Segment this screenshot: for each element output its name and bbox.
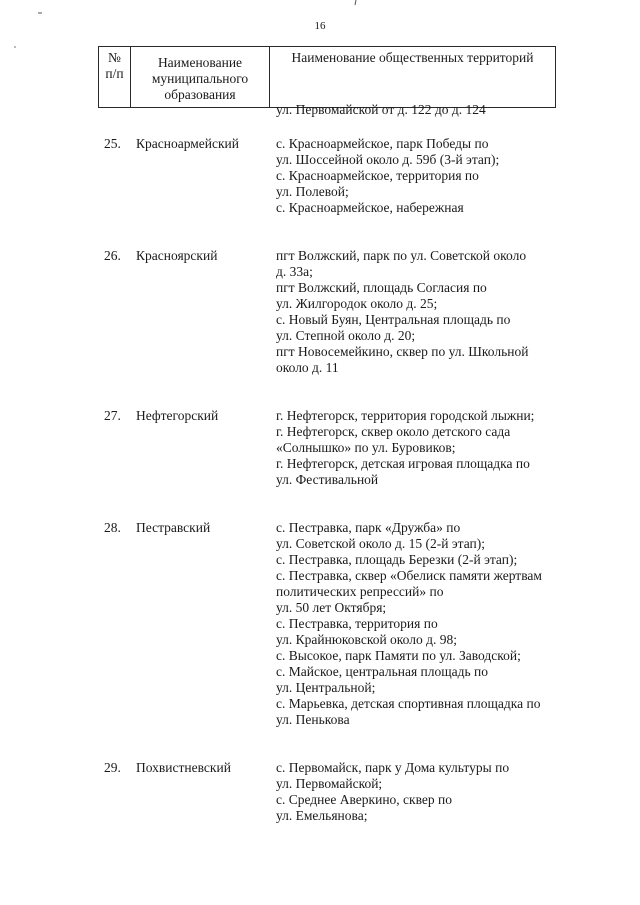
territory-line: ул. Пенькова [276, 712, 350, 727]
table-row [0, 760, 640, 824]
row-municipality: Красноярский [136, 248, 218, 263]
territory-line: ул. Емельянова; [276, 808, 368, 823]
territory-list [0, 136, 640, 856]
row-municipality: Красноармейский [136, 136, 240, 151]
header-territories-column [270, 47, 555, 107]
territory-line: ул. Степной около д. 20; [276, 328, 416, 343]
row-territories [276, 408, 566, 488]
territory-line: г. Нефтегорск, детская игровая площадка по [276, 456, 530, 471]
territory-line: с. Среднее Аверкино, сквер по [276, 792, 452, 807]
table-row [0, 248, 640, 376]
territory-line: ул. 50 лет Октября; [276, 600, 387, 615]
header-text-line: образования [164, 87, 236, 102]
row-territories [276, 248, 566, 376]
territory-line: ул. Советской около д. 15 (2-й этап); [276, 536, 485, 551]
territory-line: ул. Фестивальной [276, 472, 379, 487]
header-text-line: Наименование общественных территорий [291, 50, 534, 65]
territory-line: «Солнышко» по ул. Буровиков; [276, 440, 456, 455]
page-number: 16 [314, 20, 326, 32]
territory-line: с. Пестравка, территория по [276, 616, 438, 631]
row-number: 26. [104, 248, 121, 263]
territory-line: пгт Волжский, площадь Согласия по [276, 280, 487, 295]
territory-line: с. Марьевка, детская спортивная площадка по [276, 696, 541, 711]
territory-line: с. Первомайск, парк у Дома культуры по [276, 760, 510, 775]
header-municipality-column [131, 47, 270, 107]
header-number-column [99, 47, 131, 107]
header-text-line: Наименование [157, 55, 243, 70]
territory-line: г. Нефтегорск, сквер около детского сада [276, 424, 511, 439]
row-territories [276, 520, 566, 728]
table-header [98, 46, 556, 108]
row-territories [276, 136, 566, 216]
row-municipality: Пестравский [136, 520, 211, 535]
territory-line: ул. Крайнюковской около д. 98; [276, 632, 457, 647]
row-territories [276, 760, 566, 824]
territory-line: с. Пестравка, парк «Дружба» по [276, 520, 461, 535]
row-number: 27. [104, 408, 121, 423]
territory-line: с. Красноармейское, набережная [276, 200, 464, 215]
territory-line: с. Красноармейское, территория по [276, 168, 479, 183]
territory-line: с. Майское, центральная площадь по [276, 664, 489, 679]
territory-line: ул. Полевой; [276, 184, 349, 199]
territory-line: с. Пестравка, площадь Березки (2-й этап); [276, 552, 518, 567]
header-text-line: № [108, 50, 121, 65]
territory-line: д. 33а; [276, 264, 313, 279]
header-text-line: п/п [105, 66, 124, 81]
continuation-line: ул. Первомайской от д. 122 до д. 124 [276, 102, 486, 117]
table-row [0, 136, 640, 216]
table-row [0, 520, 640, 728]
table-row [0, 408, 640, 488]
territory-line: пгт Волжский, парк по ул. Советской около [276, 248, 527, 263]
territory-line: ул. Центральной; [276, 680, 376, 695]
territory-line: ул. Шоссейной около д. 59б (3-й этап); [276, 152, 500, 167]
territory-line: около д. 11 [276, 360, 339, 375]
territory-line: с. Новый Буян, Центральная площадь по [276, 312, 511, 327]
row-municipality: Нефтегорский [136, 408, 219, 423]
territory-line: пгт Новосемейкино, сквер по ул. Школьной [276, 344, 529, 359]
territory-line: с. Пестравка, сквер «Обелиск памяти жертвам [276, 568, 542, 583]
territory-line: политических репрессий» по [276, 584, 444, 599]
territory-line: г. Нефтегорск, территория городской лыжни; [276, 408, 535, 423]
row-number: 29. [104, 760, 121, 775]
scan-mark [355, 0, 356, 5]
row-number: 25. [104, 136, 121, 151]
territory-line: ул. Первомайской; [276, 776, 383, 791]
territory-line: ул. Жилгородок около д. 25; [276, 296, 438, 311]
territory-line: с. Высокое, парк Памяти по ул. Заводской; [276, 648, 521, 663]
header-text-line: муниципального [151, 71, 249, 86]
row-municipality: Похвистневский [136, 760, 231, 775]
territory-line: с. Красноармейское, парк Победы по [276, 136, 489, 151]
row-number: 28. [104, 520, 121, 535]
